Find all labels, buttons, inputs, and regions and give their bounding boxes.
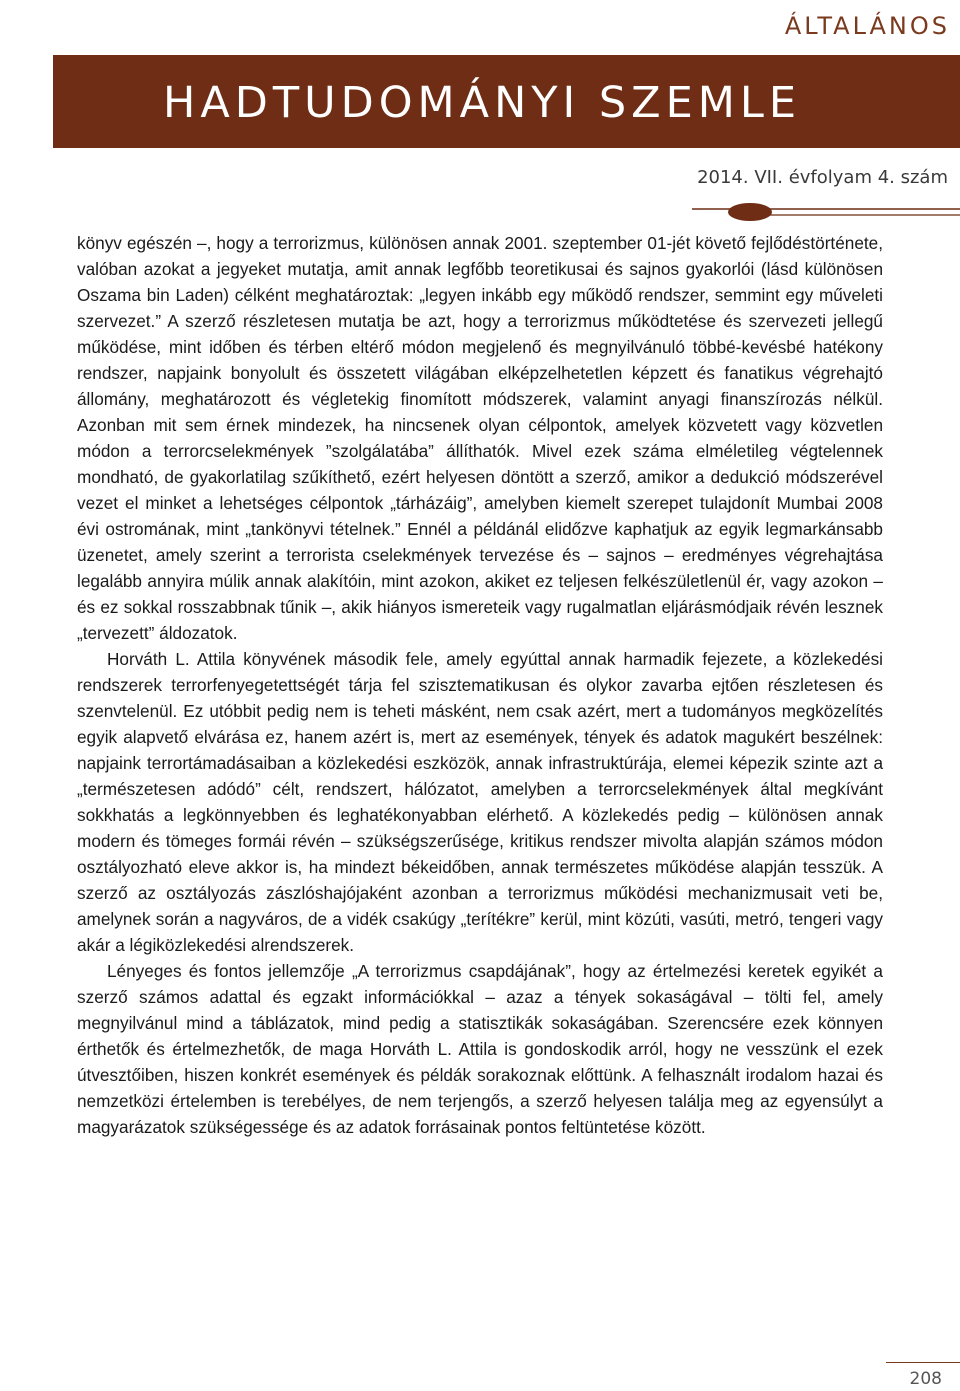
paragraph: Lényeges és fontos jellemzője „A terrorizmus csapdájának”, hogy az értelmezési keretek egyikét a szerző számos adattal és egzakt információkkal – azaz a tények sokaságával – tölti fel, amely megnyilvánul mind a táblázatok, mind pedig a statisztikák sokaságában. Szerencsére ezek könnyen érthetők és értelmezhetők, de maga Horváth L. Attila is gondoskodik arról, hogy ne vesszünk el ezek útvesztőiben, hiszen konkrét események és példák sorakoznak előttünk. A felhasznált irodalom hazai és nemzetközi értelemben is terebélyes, de nem terjengős, a szerző helyesen találja meg az egyensúlyt a magyarázatok szükségessége és az adatok forrásainak pontos feltüntetése között. — [77, 961, 883, 1137]
paragraph: Horváth L. Attila könyvének második fele, amely egyúttal annak harmadik fejezete, a közlekedési rendszerek terrorfenyegetettségét tárja fel szisztematikusan és olykor zavarba ejtően részletesen és szenvtelenül. Ez utóbbit pedig nem is teheti másként, nem csak azért, mert a tudományos megközelítés egyik alapvető elvárása ez, hanem azért is, mert az események, tények és adatok magukért beszélnek: napjaink terrortámadásaiban a közlekedési eszközök, annak infrastruktúrája, elemei képezik szinte azt a „természetesen adódó” célt, rendszert, hálózatot, amelyben a terrorcselekmények által megkívánt sokkhatás a legkönnyebben és leghatékonyabban elérhető. A közlekedés pedig – különösen annak modern és tömeges formái révén – szükségszerűsége, kritikus rendszer mivolta alapján számos módon osztályozható eleve akkor is, ha mindezt békeidőben, annak természetes működése alapján tesszük. A szerző az osztályozás zászlóshajójaként azonban a terrorizmus működési mechanizmusait veti be, amelynek során a nagyváros, de a vidék csakúgy „terítékre” kerül, mint közúti, vasúti, metró, tengeri vagy akár a légiközlekedési alrendszerek. — [77, 649, 883, 955]
page-number: 208 — [909, 1369, 942, 1389]
issue-info: 2014. VII. évfolyam 4. szám — [697, 167, 948, 188]
decorative-rule — [692, 200, 960, 224]
journal-title: HADTUDOMÁNYI SZEMLE — [163, 78, 802, 128]
paragraph: könyv egészén –, hogy a terrorizmus, különösen annak 2001. szeptember 01-jét követő fejlődéstörténete, valóban azokat a jegyeket mutatja, amit annak legfőbb teoretikusai és sajnos gyakorlói (lásd különösen Oszama bin Laden) célként meghatároztak: „legyen inkább egy működő rendszer, semmint egy műveleti szervezet.” A szerző részletesen mutatja be azt, hogy a terrorizmus működtetése és szervezeti jellegű működése, mint időben és térben eltérő módon megjelenő és megnyilvánuló többé-kevésbé hatékony rendszer, napjaink bonyolult és összetett világában elképzelhetetlen képzett és fanatikus végrehajtó állomány, meghatározott és végletekig finomított módszerek, valamint anyagi finanszírozás nélkül. Azonban mit sem érnek mindezek, ha nincsenek olyan célpontok, amelyek közvetett vagy közvetlen módon a terrorcselekmények ”szolgálatába” állíthatók. Mivel ezek száma elméletileg végtelennek mondható, de gyakorlatilag szűkíthető, ezért helyesen döntött a szerző, amikor a dedukció módszerével vezet el minket a lehetséges célpontok „tárházáig”, amelyben kiemelt szerepet tulajdonít Mumbai 2008 évi ostromának, mint „tankönyvi tételnek.” Ennél a példánál elidőzve kaphatjuk az egyik legmarkánsabb üzenetet, amely szerint a terrorista cselekmények tervezése és – sajnos – eredményes végrehajtása legalább annyira múlik annak alakítóin, mint azokon, akiket ez teljesen felkészületlenül ér, vagy azokon – és ez sokkal rosszabbnak tűnik –, akik hiányos ismereteik vagy rugalmatlan eljárásmódjaik révén lesznek „tervezett” áldozatok. — [77, 233, 883, 643]
article-body — [77, 230, 883, 1140]
page-number-rule — [886, 1362, 960, 1363]
section-label: ÁLTALÁNOS — [784, 12, 950, 40]
journal-banner — [53, 55, 960, 148]
